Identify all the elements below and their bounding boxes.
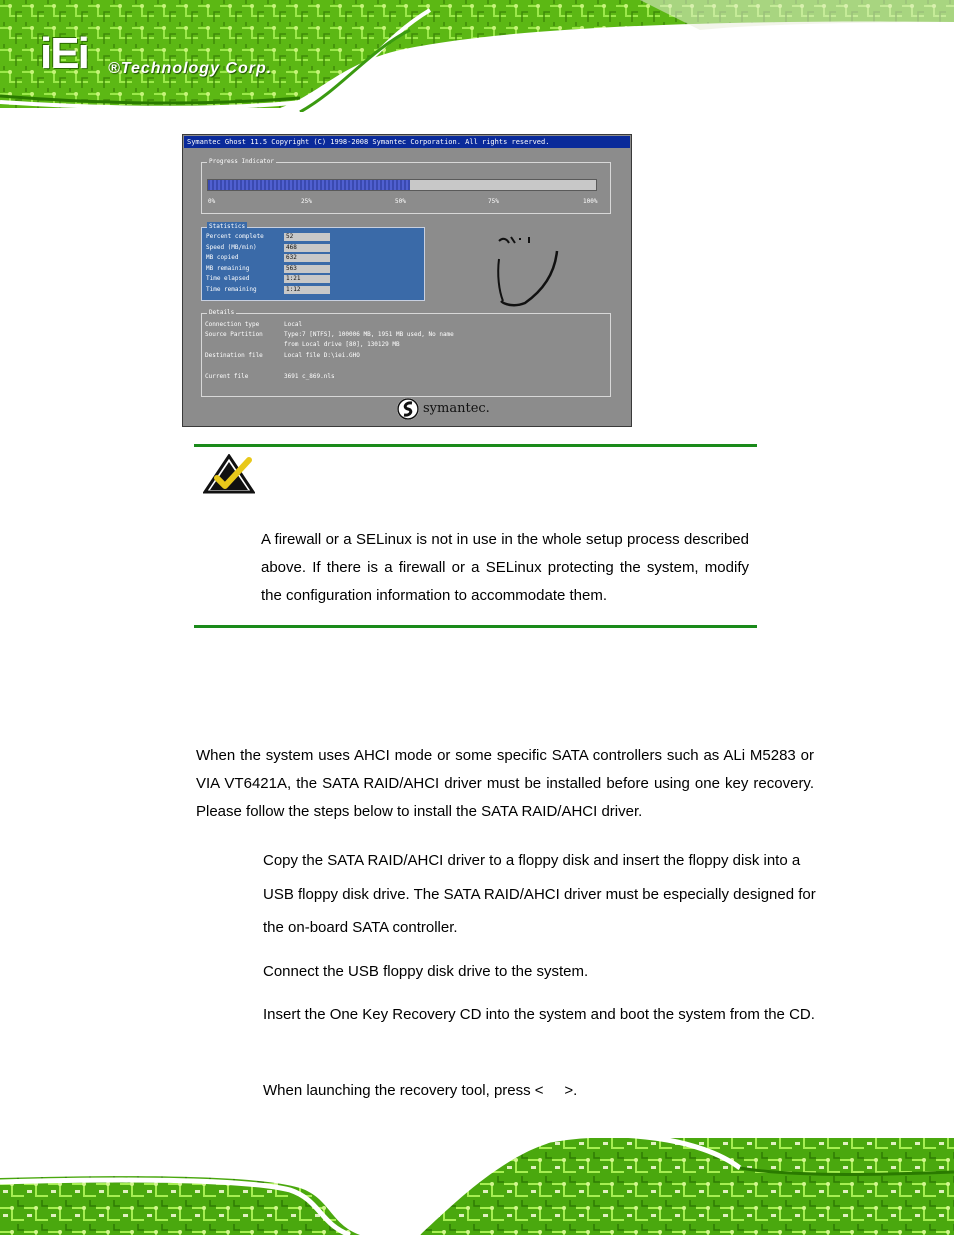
current-file-label: Current file [205,373,249,380]
source-partition-value: Type:7 [NTFS], 100006 MB, 1951 MB used, No name [284,331,454,338]
symantec-logo-icon [397,398,419,420]
progress-tick-25: 25% [301,198,312,205]
statistics-label: Statistics [209,223,246,230]
progress-tick-50: 50% [395,198,406,205]
ghost-title-bar: Symantec Ghost 11.5 Copyright (C) 1998-2008 Symantec Corporation. All rights reserved. [184,136,630,148]
step-3: Insert the One Key Recovery CD into the system and boot the system from the CD. [263,1006,815,1023]
source-partition-label: Source Partition [205,331,263,338]
stat-label: MB copied [206,254,239,261]
progress-indicator-label: Progress Indicator [209,158,275,165]
note-top-rule [194,444,757,447]
symantec-brand-text: symantec. [423,401,490,416]
progress-tick-0: 0% [208,198,216,205]
details-group [201,309,611,397]
intro-paragraph: When the system uses AHCI mode or some specific SATA controllers such as ALi M5283 or VIA VT6421A, the SATA RAID/AHCI driver must be installed before using one key recovery. Please follow the steps below to install the SATA RAID/AHCI driver. [196,747,814,820]
page-header [0,0,954,112]
company-name: ®Technology Corp. [108,60,273,77]
progress-bar-fill [208,180,410,190]
note-bottom-rule [194,625,757,628]
statistics-panel [201,223,425,301]
progress-tick-75: 75% [488,198,499,205]
header-banner-graphic [0,0,954,112]
step-2: Connect the USB floppy disk drive to the system. [263,963,589,980]
connection-type-value: Local [284,321,303,328]
page-footer [0,1128,954,1235]
stat-value: 632 [284,254,330,262]
note-checkmark-icon [203,454,255,494]
step-4: When launching the recovery tool, press < >. [263,1082,578,1099]
step-1: Copy the SATA RAID/AHCI driver to a floppy disk and insert the floppy disk into a USB floppy disk drive. The SATA RAID/AHCI driver must be especially designed for the on-board SATA controller. [263,852,816,936]
stat-value: 52 [284,233,330,241]
stat-value: 563 [284,265,330,273]
ghost-progress-screenshot [182,134,632,427]
footer-banner-graphic [0,1128,954,1235]
stat-value: 468 [284,244,330,252]
destination-file-value: Local file D:\iei.GHO [284,352,360,359]
details-label: Details [209,309,235,316]
destination-file-label: Destination file [205,352,263,359]
stat-label: Percent complete [206,233,264,240]
note-text: A firewall or a SELinux is not in use in the whole setup process described above. If there is a firewall or a SELinux protecting the system, modify the configuration information to accommodate them. [261,531,749,604]
stat-label: Time elapsed [206,275,250,282]
progress-tick-100: 100% [583,198,598,205]
stat-value: 1:12 [284,286,330,294]
ghost-mascot-icon [489,231,569,307]
stat-label: MB remaining [206,265,250,272]
stat-label: Speed (MB/min) [206,244,257,251]
stat-value: 1:21 [284,275,330,283]
company-logo-mark: iEi [40,29,88,78]
connection-type-label: Connection type [205,321,260,328]
progress-bar [207,179,597,191]
stat-label: Time remaining [206,286,257,293]
current-file-value: 3691 c_869.nls [284,373,335,380]
source-partition-value-line2: from Local drive [80], 130129 MB [284,341,400,348]
